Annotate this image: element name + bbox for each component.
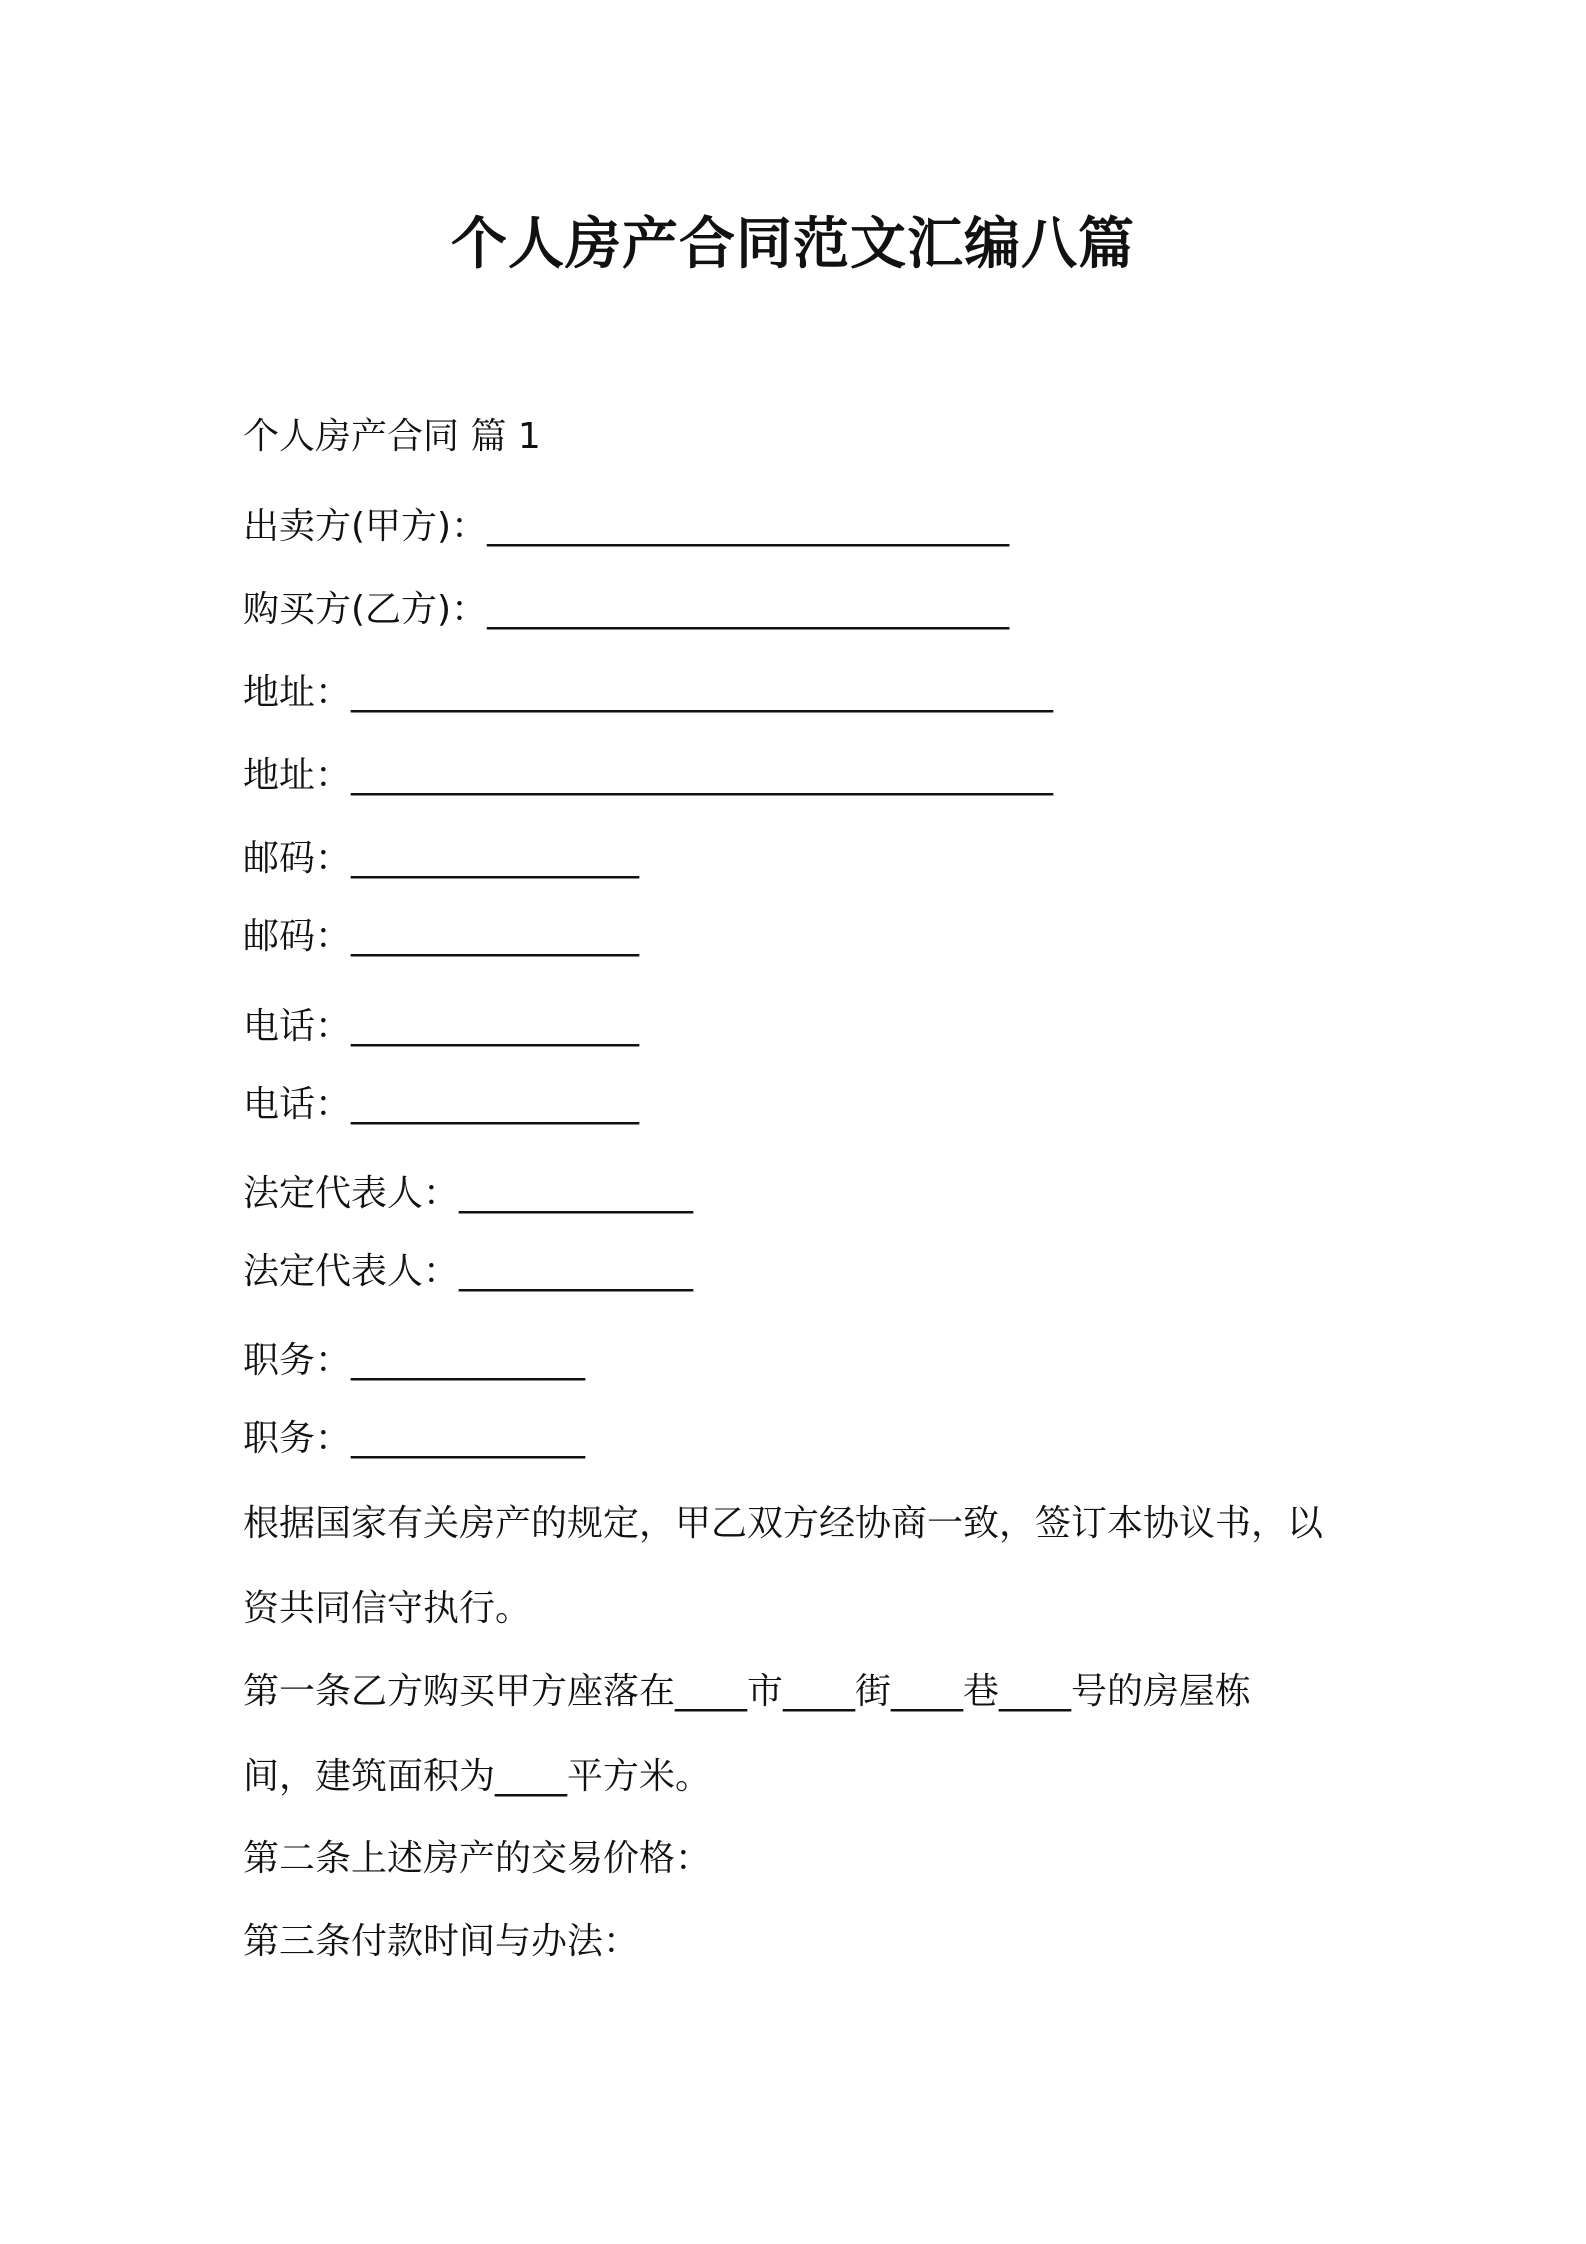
field-label: 法定代表人： — [243, 1251, 460, 1292]
field-postcode-2 — [243, 910, 639, 964]
field-blank: ________________ — [351, 838, 640, 879]
field-label: 地址： — [243, 755, 352, 796]
paragraph-line: 资共同信守执行。 — [243, 1588, 532, 1629]
field-label: 邮码： — [243, 838, 352, 879]
field-blank: _____________ — [351, 1340, 586, 1381]
field-phone-2 — [243, 1078, 639, 1132]
field-label: 出卖方(甲方)： — [243, 506, 488, 547]
field-label: 地址： — [243, 672, 352, 713]
field-label: 购买方(乙方)： — [243, 589, 488, 630]
field-blank: ________________ — [351, 1084, 640, 1125]
section-heading: 个人房产合同 篇 1 — [243, 416, 541, 457]
field-position-2 — [243, 1412, 585, 1466]
field-phone-1 — [243, 1000, 639, 1054]
field-blank: _______________________________________ — [351, 755, 1054, 796]
paragraph-line: 第一条乙方购买甲方座落在____市____街____巷____号的房屋栋 — [243, 1671, 1252, 1712]
field-blank: _______________________________________ — [351, 672, 1054, 713]
field-position-1 — [243, 1334, 585, 1388]
field-postcode-1 — [243, 832, 639, 886]
field-label: 职务： — [243, 1418, 352, 1459]
field-buyer — [243, 583, 1009, 637]
field-blank: _____________________________ — [487, 589, 1010, 630]
paragraph-line: 第二条上述房产的交易价格： — [243, 1838, 712, 1879]
field-label: 职务： — [243, 1340, 352, 1381]
field-blank: _____________ — [459, 1251, 694, 1292]
paragraph-line: 间，建筑面积为____平方米。 — [243, 1756, 712, 1797]
field-blank: _____________________________ — [487, 506, 1010, 547]
field-label: 电话： — [243, 1006, 352, 1047]
field-legal-rep-2 — [243, 1245, 693, 1299]
field-legal-rep-1 — [243, 1167, 693, 1221]
field-label: 电话： — [243, 1084, 352, 1125]
field-blank: _____________ — [459, 1173, 694, 1214]
paragraph-line: 第三条付款时间与办法： — [243, 1921, 640, 1962]
paragraph-line: 根据国家有关房产的规定，甲乙双方经协商一致，签订本协议书，以 — [243, 1503, 1324, 1544]
field-label: 邮码： — [243, 916, 352, 957]
field-address-2 — [243, 749, 1053, 803]
field-seller — [243, 500, 1009, 554]
document-title: 个人房产合同范文汇编八篇 — [451, 212, 1135, 277]
field-label: 法定代表人： — [243, 1173, 460, 1214]
field-blank: ________________ — [351, 916, 640, 957]
field-blank: _____________ — [351, 1418, 586, 1459]
field-address-1 — [243, 666, 1053, 720]
field-blank: ________________ — [351, 1006, 640, 1047]
